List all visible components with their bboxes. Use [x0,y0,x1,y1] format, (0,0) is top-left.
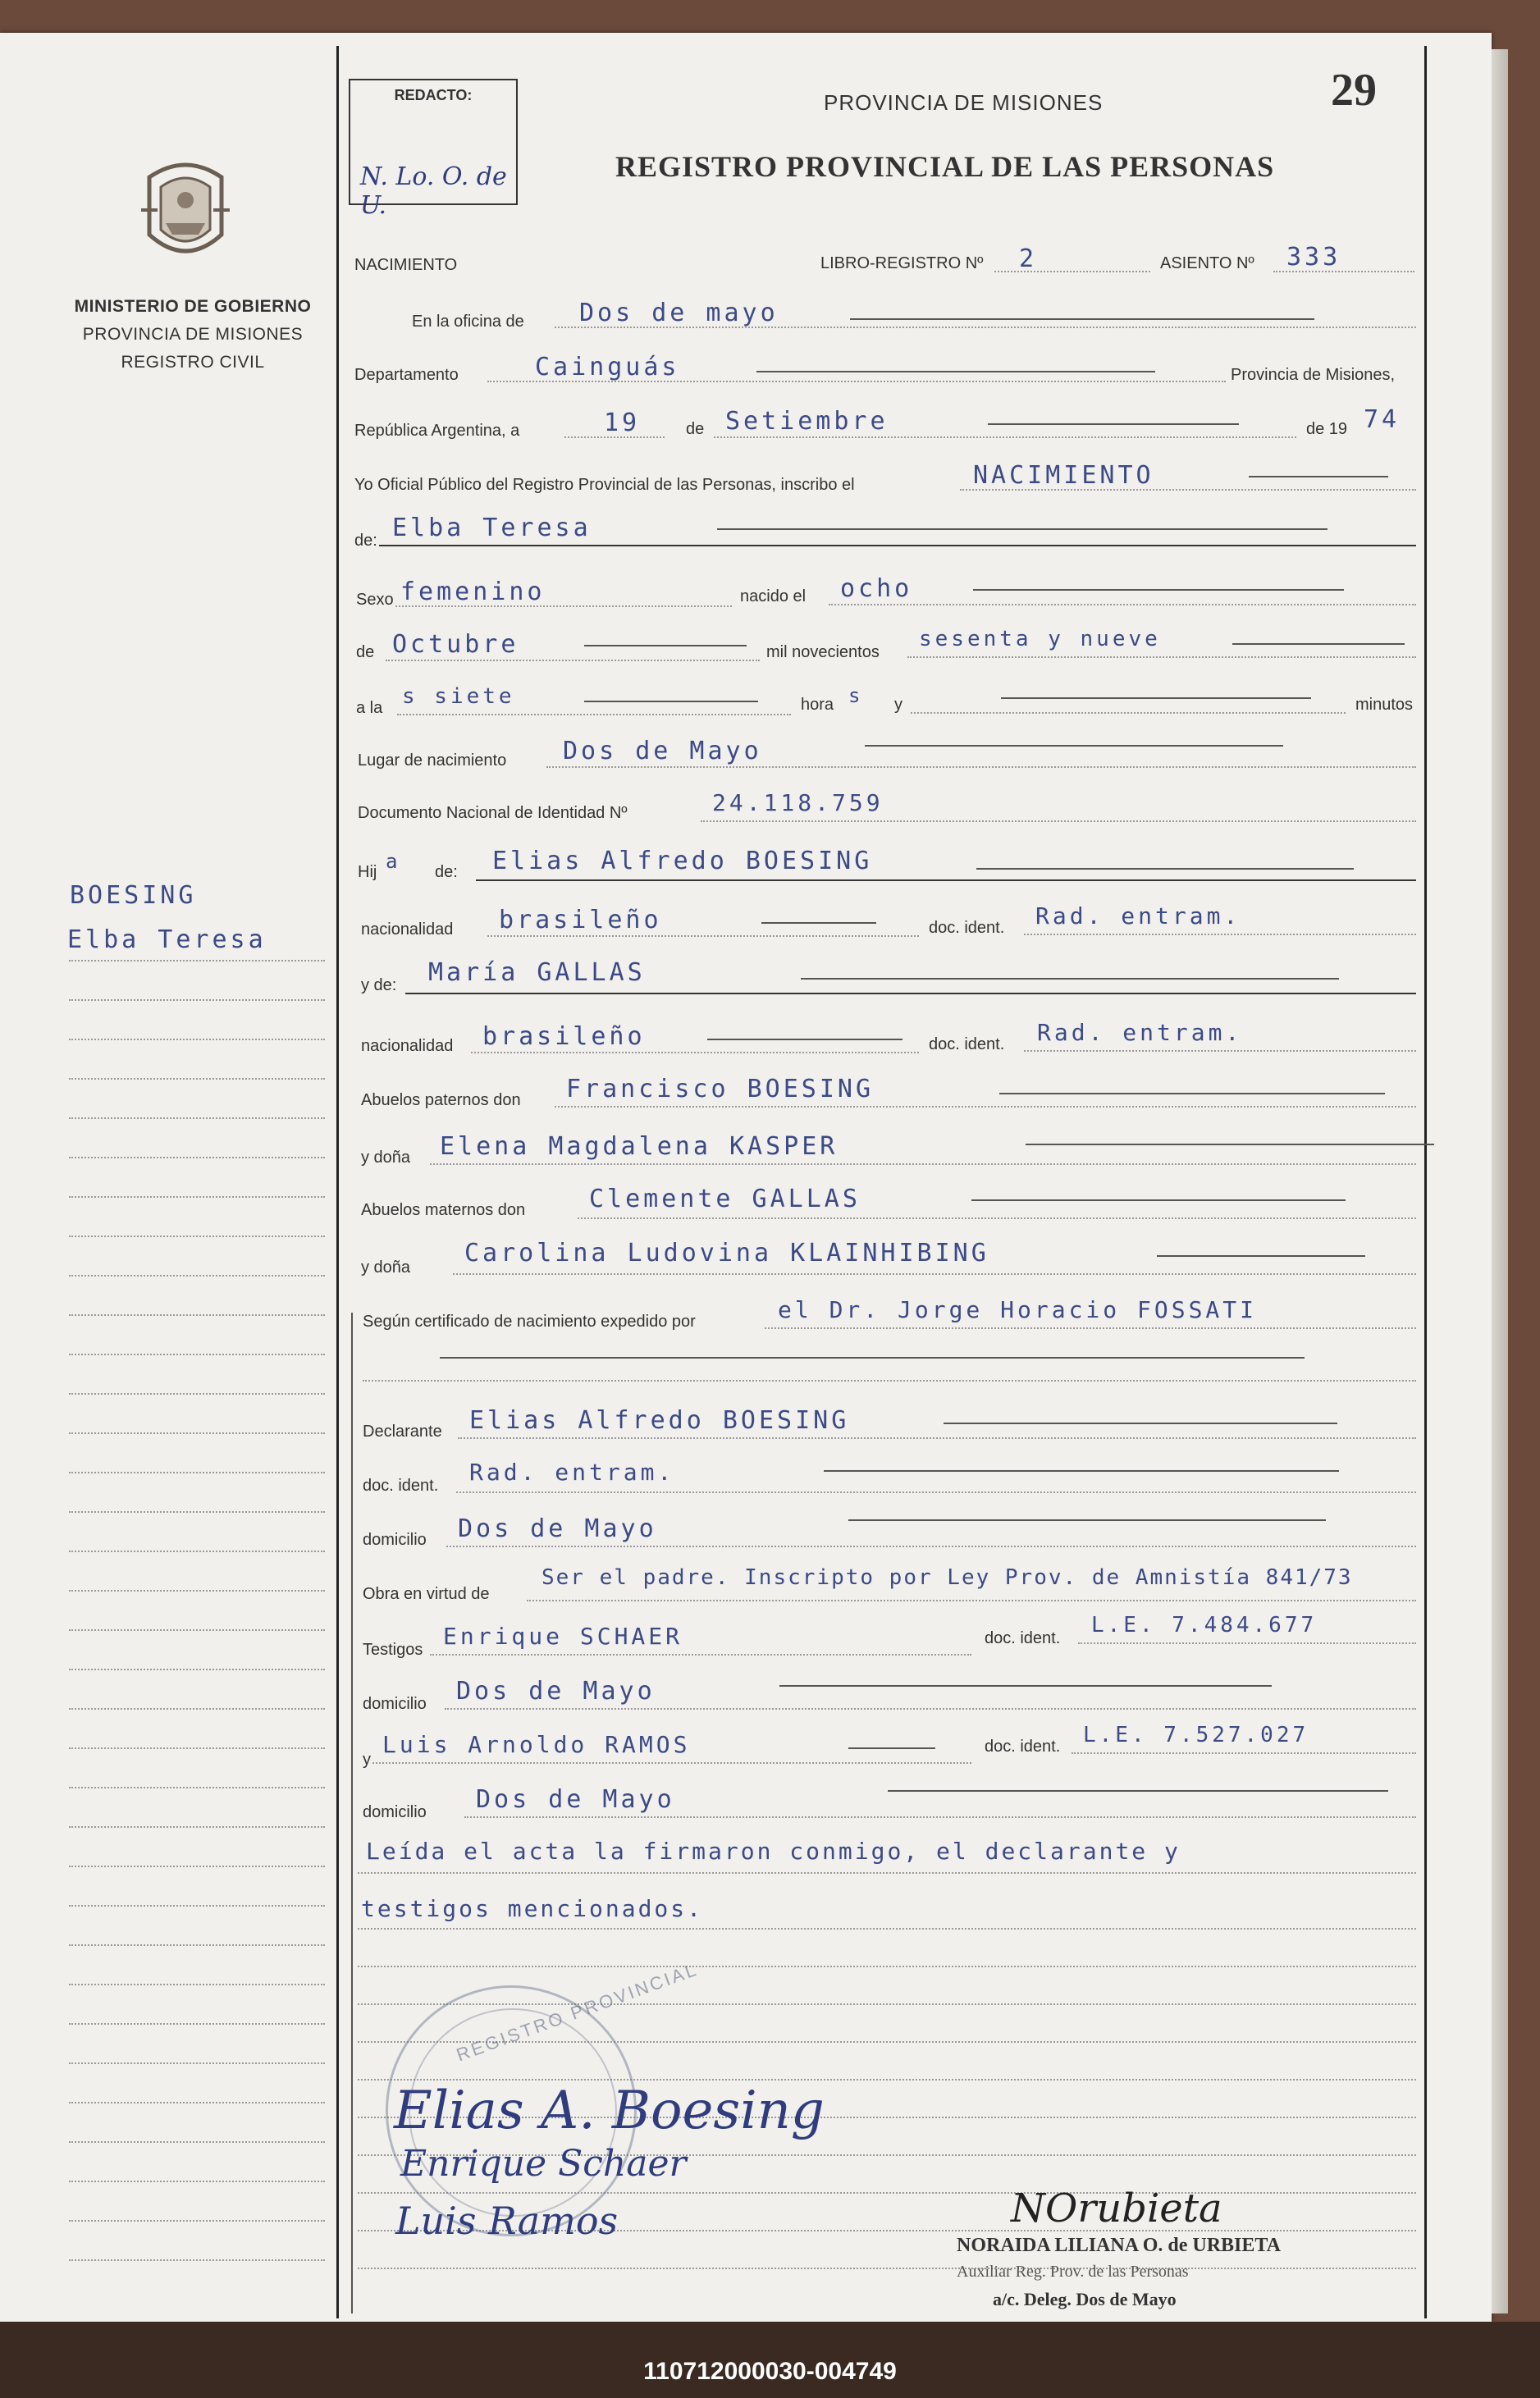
mat-gm-label: y doña [361,1258,411,1277]
margin-rule-line [69,1393,325,1395]
mat-gf-label: Abuelos maternos don [361,1201,526,1219]
declarant-line [944,1423,1337,1424]
born-day-dots [829,604,1416,605]
declarant-dom-label: domicilio [363,1531,427,1549]
pat-gm-dots [430,1163,1416,1165]
margin-rule-line [69,1432,325,1434]
mat-gf-dots [578,1217,1416,1219]
margin-rule-line [69,1629,325,1631]
father-doc-label: doc. ident. [929,919,1005,937]
witness2-dom-label: domicilio [363,1803,427,1821]
redacto-label: REDACTO: [394,87,473,103]
name-value: Elba Teresa [392,514,592,542]
pat-gm-label: y doña [361,1149,411,1167]
father-nat-dots [487,935,919,937]
ministry-province: PROVINCIA DE MISIONES [82,325,304,344]
hours-label: hora [801,696,834,714]
official-label: Yo Oficial Público del Registro Provincial de las Personas, inscribo el [354,476,855,494]
declarant-value: Elias Alfredo BOESING [469,1406,850,1435]
official-name: NORAIDA LILIANA O. de URBIETA [957,2235,1281,2256]
month-line [988,423,1239,425]
father-line [476,879,1416,881]
reference-code: 110712000030-004749 [643,2358,897,2385]
margin-rule-line [69,1826,325,1828]
declarant-doc-label: doc. ident. [363,1477,439,1495]
month-value: Setiembre [725,407,889,436]
dept-line [756,371,1155,372]
born-year-line [1232,643,1405,645]
born-day-value: ocho [840,574,913,603]
minutes-line [1001,697,1311,699]
witness1-doc-dots [1078,1642,1416,1644]
mother-doc-dots [1024,1050,1416,1052]
margin-rule-line [69,960,325,961]
margin-rule-line [69,1314,325,1316]
year-label: de 19 [1306,420,1348,438]
margin-rule-line [69,1944,325,1946]
born-month-value: Octubre [392,630,519,659]
born-year-value: sesenta y nueve [919,627,1161,651]
margin-rule-line [69,1354,325,1355]
minutes-dots [911,712,1346,714]
birthplace-line [865,745,1283,747]
born-label: nacido el [740,587,807,605]
witness2-dom-line [888,1790,1388,1792]
official-delegation: a/c. Deleg. Dos de Mayo [993,2289,1177,2309]
closing-dots-2 [358,1928,1416,1930]
margin-rule-line [69,1157,325,1158]
declarant-dots [458,1437,1416,1439]
mother-nat-label: nacionalidad [361,1037,454,1055]
page-number: 29 [1331,65,1377,116]
ministry-block [49,289,336,381]
father-nat-value: brasileño [499,906,662,934]
dni-dots [701,820,1416,822]
father-value: Elias Alfredo BOESING [492,847,873,875]
office-dots [555,327,1416,328]
signature-witness-2: Luis Ramos [395,2199,619,2243]
record-type-label: NACIMIENTO [354,256,458,274]
dni-label: Documento Nacional de Identidad Nº [358,804,628,822]
declarant-doc-line [824,1470,1339,1472]
ministry-registry: REGISTRO CIVIL [121,353,265,372]
declarant-label: Declarante [363,1423,442,1441]
born-month-line [584,645,747,646]
closing-line-2: testigos mencionados. [361,1895,704,1922]
witness2-dom-value: Dos de Mayo [476,1785,675,1814]
witness1-doc-value: L.E. 7.484.677 [1091,1613,1318,1637]
witness1-dom-line [779,1685,1272,1687]
margin-rule-line [69,1747,325,1749]
margin-rule-line [69,2259,325,2261]
witness1-doc-label: doc. ident. [985,1629,1061,1647]
witness2-doc-value: L.E. 7.527.027 [1083,1723,1309,1747]
birthplace-value: Dos de Mayo [563,737,762,765]
declarant-dom-value: Dos de Mayo [458,1514,657,1543]
margin-rule-line [69,1275,325,1277]
margin-rule-line [69,1472,325,1473]
mat-gm-dots [453,1273,1416,1275]
mother-label: y de: [361,976,397,994]
mother-nat-value: brasileño [482,1022,646,1051]
witness2-dom-dots [464,1816,1416,1818]
declarant-dom-line [848,1519,1326,1521]
obra-label: Obra en virtud de [363,1585,490,1603]
margin-rule-line [69,2023,325,2025]
book-value: 2 [1019,244,1038,273]
margin-rule-line [69,1590,325,1592]
redacto-box [349,79,518,220]
month-de-label: de [686,420,705,438]
left-margin-rule [336,46,339,2318]
office-line [850,318,1314,320]
entry-value: 333 [1286,243,1341,272]
witness2-doc-label: doc. ident. [985,1738,1061,1756]
mother-doc-value: Rad. entram. [1037,1019,1243,1046]
margin-rule-line [69,1669,325,1670]
margin-rule-line [69,1511,325,1513]
father-nat-line [761,922,876,924]
minutes-label: minutos [1355,696,1414,714]
cert-dots-2 [363,1380,1416,1382]
dept-province: Provincia de Misiones, [1231,366,1396,384]
margin-rule-line [69,1866,325,1867]
margin-rule-line [69,1551,325,1552]
obra-dots [527,1600,1416,1601]
pat-gf-dots [555,1106,1416,1108]
mat-gm-line [1157,1255,1365,1257]
mat-gm-value: Carolina Ludovina KLAINHIBING [464,1239,989,1268]
margin-rule-line [69,2141,325,2143]
y-label: y [894,696,903,714]
witness1-dom-value: Dos de Mayo [456,1677,656,1706]
born-day-line [973,589,1344,591]
margin-rule-line [69,1078,325,1080]
name-line-2 [717,528,1328,530]
witness1-dom-dots [445,1708,1416,1710]
margin-rule-line [69,2102,325,2103]
office-value: Dos de mayo [579,299,779,327]
republic-label: República Argentina, a [354,422,520,440]
ministry-title: MINISTERIO DE GOBIERNO [74,297,312,316]
margin-names: Elba Teresa [67,925,267,954]
margin-rule-line [69,2181,325,2182]
office-label: En la oficina de [412,313,524,331]
witness-y-label: y [363,1751,371,1769]
margin-rule-line [69,999,325,1001]
mat-gf-value: Clemente GALLAS [589,1185,861,1213]
declarant-doc-value: Rad. entram. [469,1459,675,1486]
official-value: NACIMIENTO [973,461,1154,490]
witness2-value: Luis Arnoldo RAMOS [382,1731,691,1758]
cert-line-2 [440,1357,1305,1359]
cert-dots [765,1327,1416,1329]
margin-rule-line [69,1039,325,1040]
closing-line-1: Leída el acta la firmaron conmigo, el declarante y [366,1838,1181,1865]
day-dots [564,436,665,438]
child-de-label: de: [435,863,458,881]
entry-label: ASIENTO Nº [1160,254,1254,272]
witness-label: Testigos [363,1641,423,1659]
sex-dots [395,605,732,607]
witness1-dots [430,1654,971,1656]
redacto-value: N. Lo. O. de U. [360,162,507,220]
book-label: LIBRO-REGISTRO Nº [820,254,984,272]
margin-rule-line [69,1117,325,1119]
declarant-dom-dots [446,1546,1416,1547]
mother-value: María GALLAS [428,958,646,987]
father-doc-dots [1024,934,1416,935]
signature-official: NOrubieta [1011,2186,1222,2231]
declarant-doc-dots [456,1491,1416,1493]
witness1-value: Enrique SCHAER [443,1623,683,1650]
witness1-dom-label: domicilio [363,1695,427,1713]
closing-dots-1 [358,1872,1416,1874]
official-title: Auxiliar Reg. Prov. de las Personas [957,2263,1189,2281]
entry-dots [1273,271,1414,272]
hour-value: s siete [402,684,515,709]
signature-declarant: Elias A. Boesing [394,2081,825,2141]
pat-gm-value: Elena Magdalena KASPER [440,1132,839,1161]
header-province: PROVINCIA DE MISIONES [824,90,1104,115]
body-rule-line [358,1966,1416,1967]
body-rule-line [358,2268,1416,2269]
margin-rule-line [69,1984,325,1985]
at-label: a la [356,699,383,717]
born-year-dots [907,656,1416,658]
mat-gf-line [971,1199,1346,1201]
birthplace-dots [546,766,1416,768]
margin-rule-line [69,1905,325,1907]
dni-value: 24.118.759 [712,789,884,816]
father-doc-value: Rad. entram. [1035,902,1241,930]
official-dots [960,489,1416,491]
page-edge [1492,49,1508,2313]
witness2-line [848,1747,935,1749]
margin-surname: BOESING [70,881,197,910]
pat-gf-label: Abuelos paternos don [361,1091,521,1109]
pat-gf-line [999,1093,1385,1094]
child-label: Hij [358,863,377,881]
official-line [1249,476,1388,477]
month-dots [714,436,1296,438]
dept-value: Cainguás [535,353,680,381]
hour-dots [397,714,791,715]
mother-nat-line [707,1039,903,1040]
book-dots [994,271,1150,272]
signature-witness-1: Enrique Schaer [400,2143,687,2185]
cert-label: Según certificado de nacimiento expedido por [363,1313,696,1331]
pat-gf-value: Francisco BOESING [566,1075,875,1103]
margin-rule-line [69,2062,325,2064]
child-suffix: a [386,850,401,873]
name-line [379,545,1416,546]
coat-of-arms-icon [133,153,238,267]
born-month-dots [386,660,760,661]
witness2-doc-dots [1072,1752,1416,1754]
margin-rule-line [69,1708,325,1710]
margin-rule-line [69,2220,325,2222]
obra-value: Ser el padre. Inscripto por Ley Prov. de Amnistía 841/73 [542,1565,1353,1590]
pat-gm-line [1026,1144,1434,1145]
father-line-2 [976,868,1354,870]
mil-label: mil novecientos [766,643,880,661]
right-margin-rule [1424,46,1427,2318]
mother-line [405,993,1416,994]
witness2-dots [372,1762,971,1764]
margin-rule-line [69,1236,325,1237]
father-nat-label: nacionalidad [361,920,454,939]
cert-value: el Dr. Jorge Horacio FOSSATI [778,1296,1258,1323]
day-value: 19 [604,409,641,437]
header-registry: REGISTRO PROVINCIAL DE LAS PERSONAS [615,150,1275,183]
content-left-rule [351,1313,353,2313]
born-de-label: de [356,643,375,661]
margin-rule-line [69,1196,325,1198]
year-value: 74 [1364,405,1401,434]
sex-label: Sexo [356,591,394,609]
stamp-text: REGISTRO PROVINCIAL [453,1958,701,2066]
birthplace-label: Lugar de nacimiento [358,751,507,770]
margin-rule-line [69,1787,325,1788]
hour-line [584,701,758,702]
name-label: de: [354,532,377,550]
mother-doc-label: doc. ident. [929,1035,1005,1053]
dept-label: Departamento [354,366,459,384]
sex-value: femenino [400,578,546,606]
mother-line-2 [801,978,1339,980]
hours-suffix: s [848,684,864,707]
dept-dots [487,381,1226,382]
mother-nat-dots [471,1052,919,1053]
